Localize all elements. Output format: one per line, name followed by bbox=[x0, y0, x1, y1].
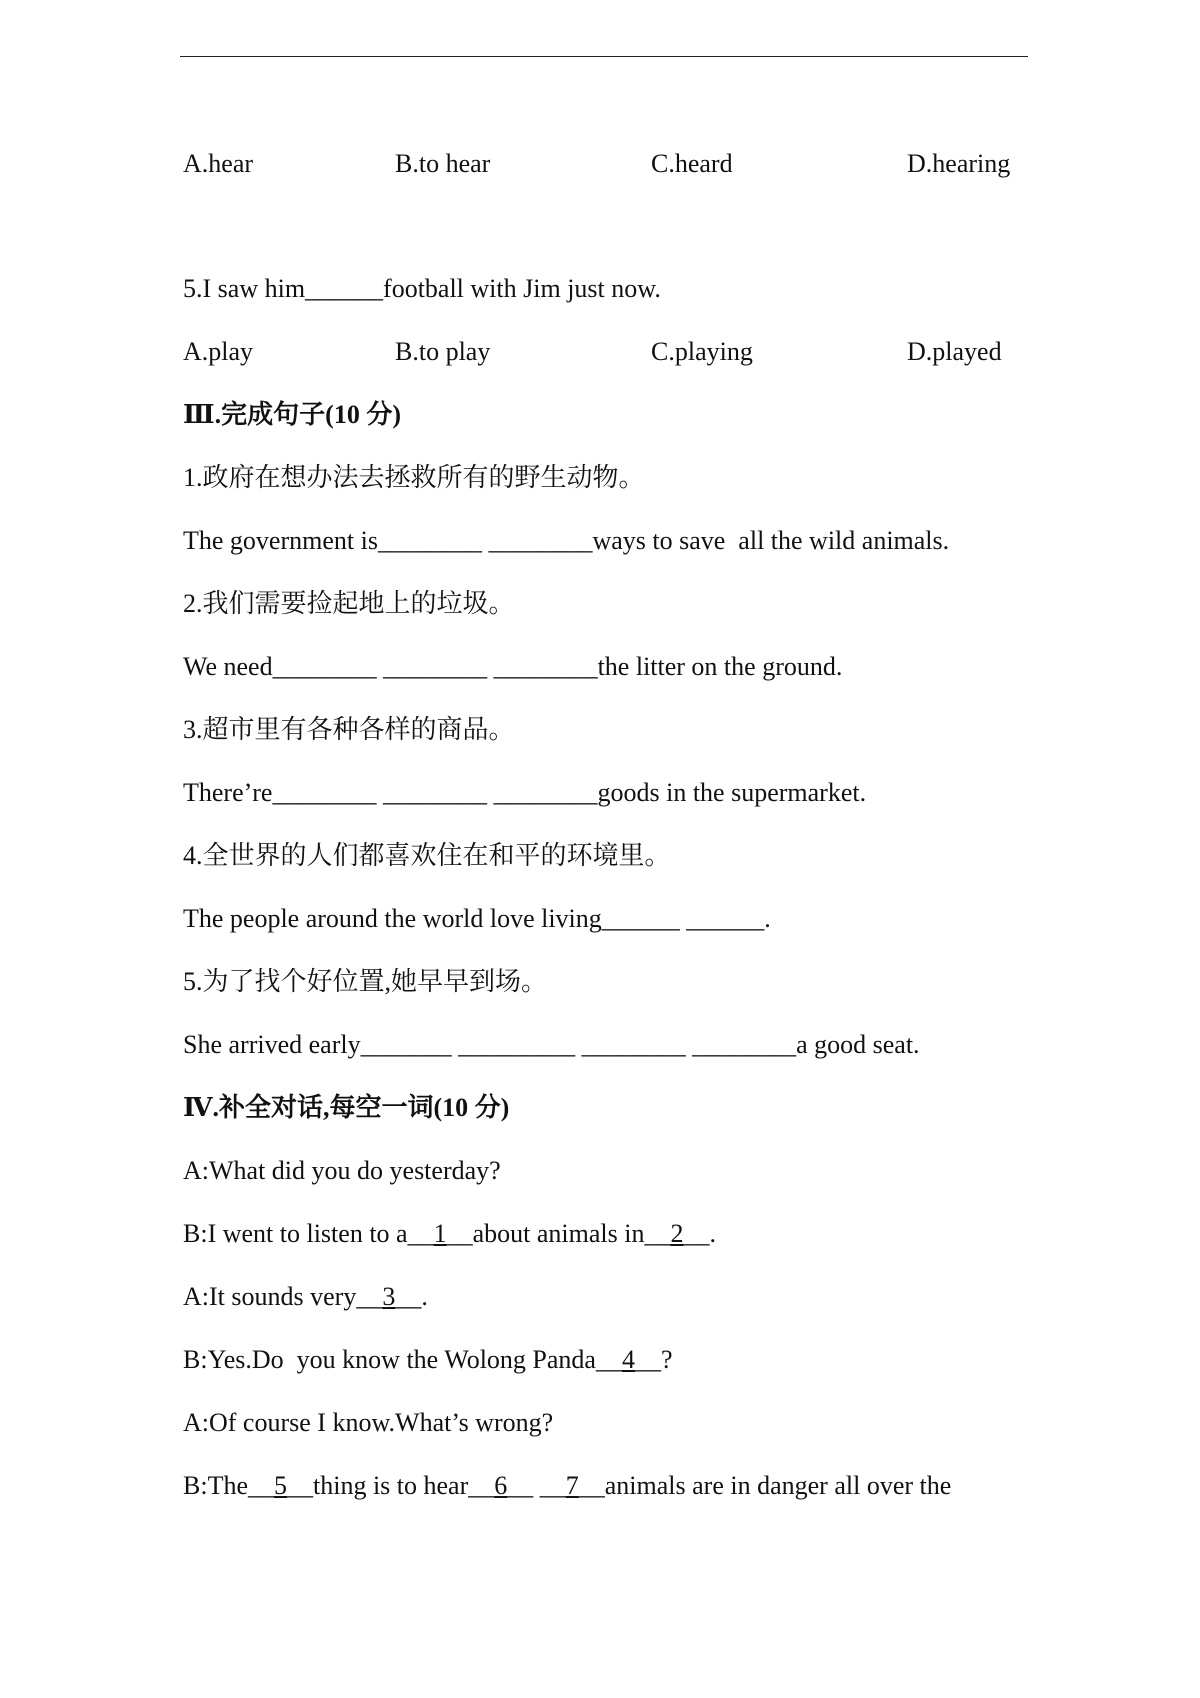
dialog-text: __. bbox=[683, 1219, 716, 1248]
q4-option-b[interactable]: B.to hear bbox=[395, 149, 491, 178]
dialog-text: __. bbox=[395, 1282, 428, 1311]
dialog-text: __? bbox=[634, 1345, 673, 1374]
dialog-line-4 bbox=[183, 1344, 673, 1376]
s3-item4-cn: 4.全世界的人们都喜欢住在和平的环境里。 bbox=[183, 841, 671, 870]
dialog-line-2 bbox=[183, 1218, 716, 1250]
s3-item3-cn: 3.超市里有各种各样的商品。 bbox=[183, 715, 515, 744]
q4-options bbox=[183, 148, 1033, 180]
s3-item3-en[interactable]: There’re________ ________ ________goods in the supermarket. bbox=[183, 778, 867, 807]
s3-item2-en[interactable]: We need________ ________ ________the litter on the ground. bbox=[183, 652, 843, 681]
section3-heading: Ⅲ.完成句子(10 分) bbox=[183, 400, 401, 429]
blank-number-7[interactable]: 7 bbox=[565, 1471, 579, 1500]
q5-options bbox=[183, 336, 1033, 368]
q5-option-a[interactable]: A.play bbox=[183, 337, 254, 366]
q4-option-d[interactable]: D.hearing bbox=[907, 149, 1011, 178]
q5-option-d[interactable]: D.played bbox=[907, 337, 1002, 366]
header-rule bbox=[180, 56, 1028, 57]
s3-item1-en[interactable]: The government is________ ________ways to save all the wild animals. bbox=[183, 526, 950, 555]
dialog-text: A:What did you do yesterday? bbox=[183, 1156, 501, 1185]
dialog-line-6 bbox=[183, 1470, 951, 1502]
s3-item5-cn: 5.为了找个好位置,她早早到场。 bbox=[183, 967, 548, 996]
blank-number-6[interactable]: 6 bbox=[494, 1471, 508, 1500]
dialog-text: A:It sounds very__ bbox=[183, 1282, 383, 1311]
q5-option-c[interactable]: C.playing bbox=[651, 337, 753, 366]
dialog-text: B:I went to listen to a__ bbox=[183, 1219, 434, 1248]
q5-stem: 5.I saw him______football with Jim just now. bbox=[183, 274, 661, 303]
blank-number-5[interactable]: 5 bbox=[274, 1471, 287, 1500]
s3-item4-en[interactable]: The people around the world love living______ ______. bbox=[183, 904, 771, 933]
q4-option-c[interactable]: C.heard bbox=[651, 149, 733, 178]
dialog-line-3 bbox=[183, 1281, 428, 1313]
dialog-line-5 bbox=[183, 1407, 553, 1439]
blank-number-3[interactable]: 3 bbox=[382, 1282, 396, 1311]
dialog-text: __about animals in__ bbox=[446, 1219, 671, 1248]
s3-item2-cn: 2.我们需要捡起地上的垃圾。 bbox=[183, 589, 515, 618]
blank-number-2[interactable]: 2 bbox=[670, 1219, 684, 1248]
q4-option-a[interactable]: A.hear bbox=[183, 149, 254, 178]
dialog-text: __ __ bbox=[507, 1471, 566, 1500]
blank-number-4[interactable]: 4 bbox=[621, 1345, 635, 1374]
dialog-text: __thing is to hear__ bbox=[287, 1471, 495, 1500]
blank-number-1[interactable]: 1 bbox=[433, 1219, 447, 1248]
s3-item1-cn: 1.政府在想办法去拯救所有的野生动物。 bbox=[183, 463, 645, 492]
dialog-text: __animals are in danger all over the bbox=[578, 1471, 952, 1500]
q5-option-b[interactable]: B.to play bbox=[395, 337, 491, 366]
s3-item5-en[interactable]: She arrived early_______ _________ ________ ________a good seat. bbox=[183, 1030, 920, 1059]
dialog-text: B:Yes.Do you know the Wolong Panda__ bbox=[183, 1345, 622, 1374]
section4-heading: Ⅳ.补全对话,每空一词(10 分) bbox=[183, 1093, 510, 1122]
dialog-line-1 bbox=[183, 1155, 501, 1187]
dialog-text: A:Of course I know.What’s wrong? bbox=[183, 1408, 554, 1437]
dialog-text: B:The__ bbox=[183, 1471, 274, 1500]
